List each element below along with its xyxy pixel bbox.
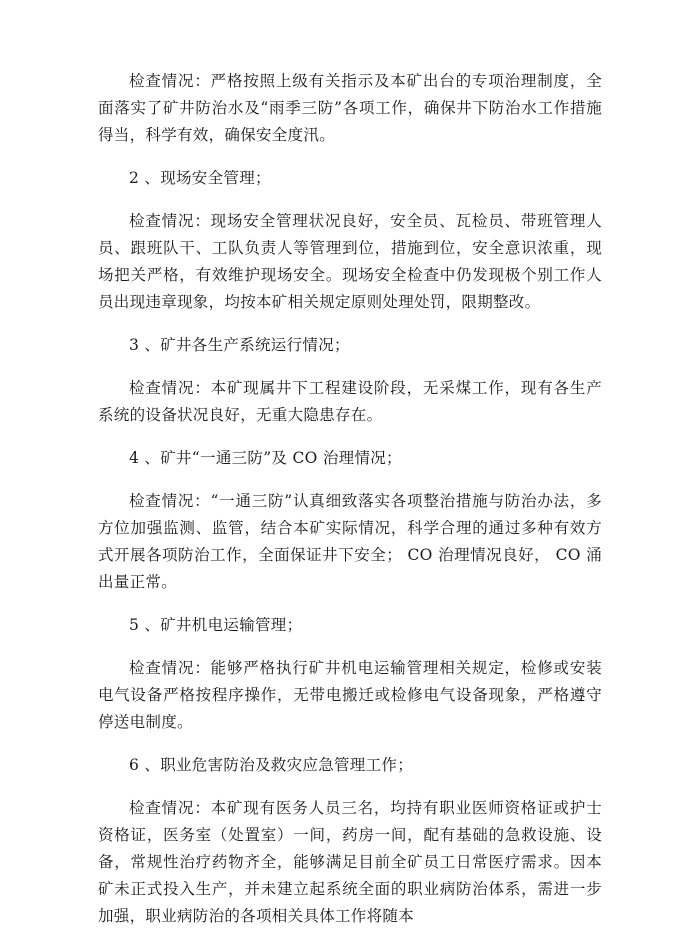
paragraph-production-systems: 检查情况：本矿现属井下工程建设阶段，无采煤工作，现有各生产系统的设备状况良好，无重大隐患存在。 [98, 379, 602, 424]
heading-electromechanical: 5 、矿井机电运输管理； [129, 616, 303, 634]
paragraph-flood-prevention: 检查情况：严格按照上级有关指示及本矿出台的专项治理制度，全面落实了矿井防治水及“雨季三防”各项工作，确保井下防治水工作措施得当，科学有效，确保安全度汛。 [98, 72, 602, 144]
paragraph-ventilation-co: 检查情况：“一通三防”认真细致落实各项整治措施与防治办法，多方位加强监测、监管，结合本矿实际情况，科学合理的通过多种有效方式开展各项防治工作，全面保证井下安全； CO 治理情况良好， CO 涌出量正常。 [98, 492, 602, 591]
heading-occupational-health: 6 、职业危害防治及救灾应急管理工作； [129, 756, 413, 774]
paragraph-electromechanical: 检查情况：能够严格执行矿井机电运输管理相关规定，检修或安装电气设备严格按程序操作，无带电搬迁或检修电气设备现象，严格遵守停送电制度。 [98, 659, 602, 731]
heading-production-systems: 3 、矿井各生产系统运行情况； [129, 336, 350, 354]
heading-ventilation-co: 4 、矿井“一通三防”及 CO 治理情况； [129, 449, 402, 467]
heading-site-safety: 2 、现场安全管理； [129, 169, 271, 187]
paragraph-occupational-health: 检查情况：本矿现有医务人员三名，均持有职业医师资格证或护士资格证，医务室（处置室）一间，药房一间，配有基础的急救设施、设备，常规性治疗药物齐全，能够满足目前全矿员工日常医疗需求。因本矿未正式投入生产，并未建立起系统全面的职业病防治体系，需进一步加强，职业病防治的各项相关具体工作将随本 [98, 799, 602, 925]
paragraph-site-safety: 检查情况：现场安全管理状况良好，安全员、瓦检员、带班管理人员、跟班队干、工队负责人等管理到位，措施到位，安全意识浓重，现场把关严格，有效维护现场安全。现场安全检查中仍发现极个别工作人员出现违章现象，均按本矿相关规定原则处理处罚，限期整改。 [98, 212, 602, 311]
